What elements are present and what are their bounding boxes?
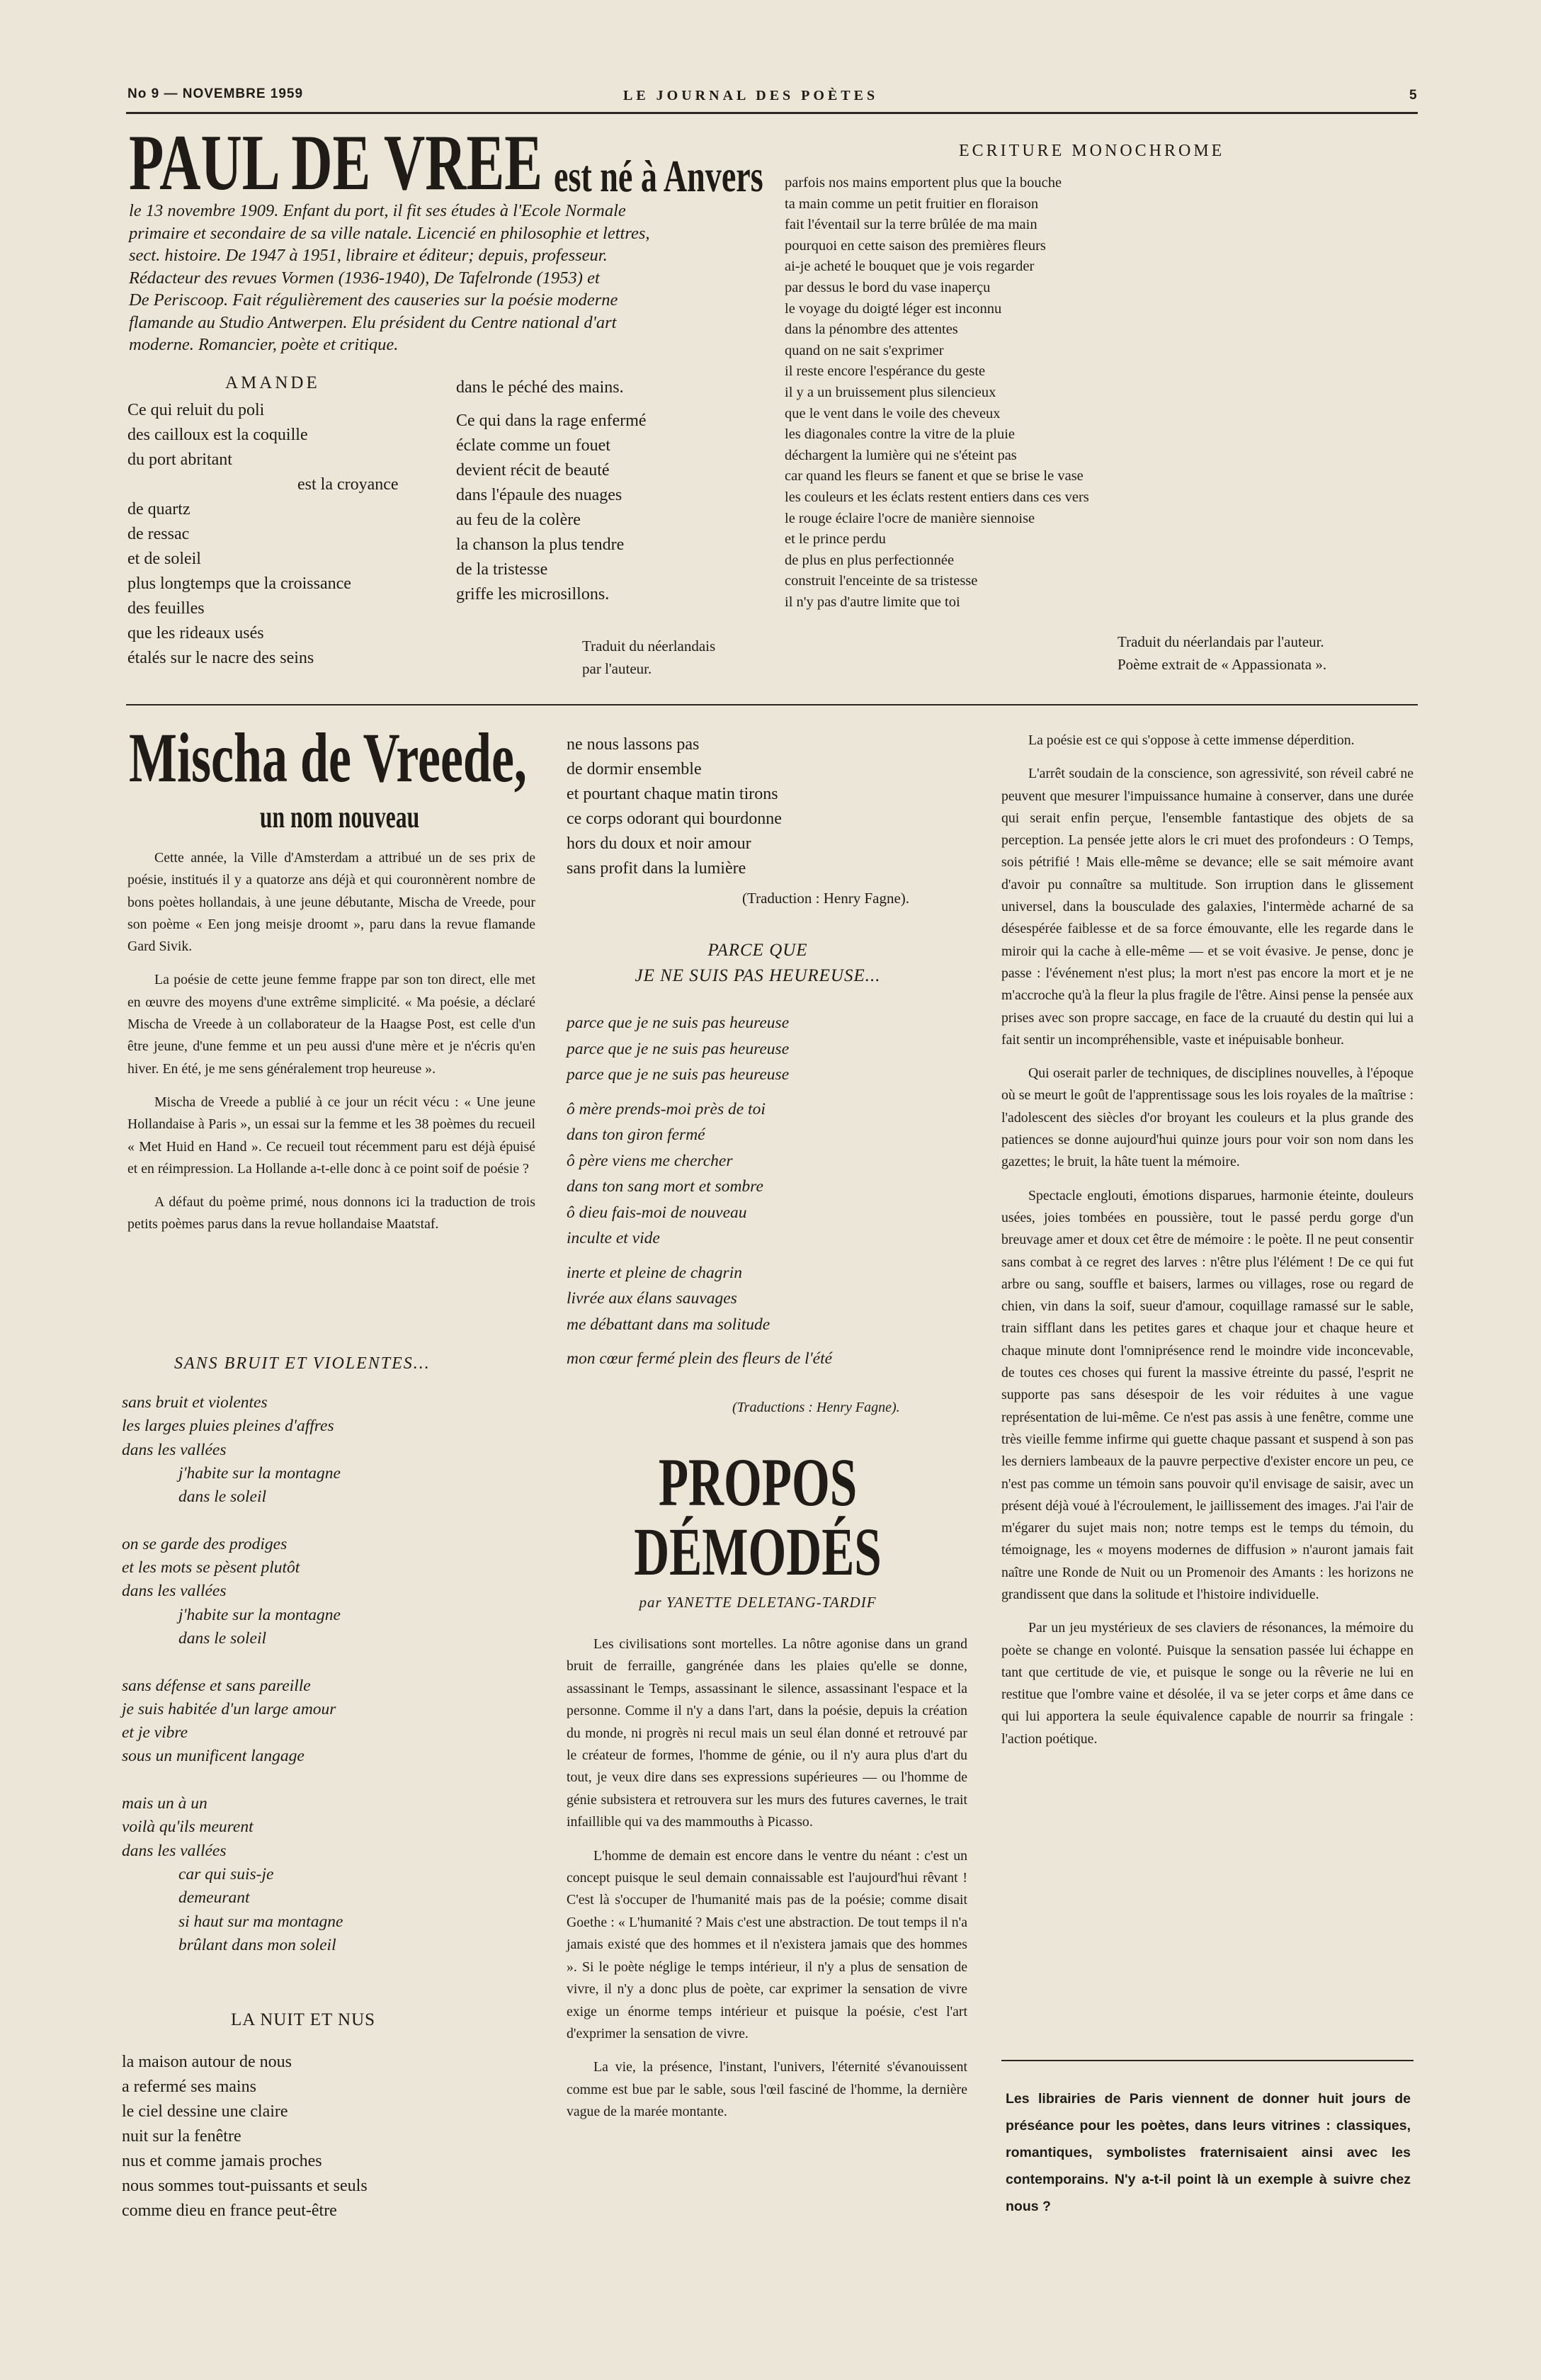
poem1-title: SANS BRUIT ET VIOLENTES... [174,1354,431,1373]
mischa-title: Mischa de Vreede, [129,718,527,797]
poem-line: construit l'enceinte de sa tristesse [785,573,978,589]
poem-line: nous sommes tout-puissants et seuls [122,2177,368,2195]
poem-line: ce corps odorant qui bourdonne [567,810,782,828]
poem-line: ai-je acheté le bouquet que je vois regarder [785,259,1035,275]
poem-line: des feuilles [127,599,205,618]
poem-line: parce que je ne suis pas heureuse [567,1039,790,1058]
poem-line: sous un munificent langage [122,1747,305,1766]
poem-line: et pourtant chaque matin tirons [567,785,778,803]
poem3 [567,1010,832,1372]
poem-line: plus longtemps que la croissance [127,574,351,593]
poem3-title [567,938,949,989]
paragraph: Par un jeu mystérieux de ses claviers de résonances, la mémoire du poète se change en volonté. Puisque la sensation passée lui échappe en tant que certitude de vie, et puisque le songe ou la rêverie ne lui en restitue que l'ombre vaine et désolée, il va se jeter corps et âme dans ce qui lui apportera la seule équivalence capable de nourrir sa fringale : l'action poétique. [1001,1620,1414,1747]
bio-line: flamande au Studio Antwerpen. Elu président du Centre national d'art [129,312,617,332]
amande-col2 [456,375,647,607]
poem-line: dans le soleil [178,1628,267,1648]
translation-credit: (Traduction : Henry Fagne). [742,890,910,907]
poem-line: de dormir ensemble [567,760,702,778]
poem-line: quand on ne sait s'exprimer [785,342,944,358]
poem-line: mais un à un [122,1794,207,1813]
poem-line: dans les vallées [122,1841,227,1860]
poem-line: parce que je ne suis pas heureuse [567,1014,790,1032]
poem-line: par dessus le bord du vase inaperçu [785,279,991,295]
poem2-title: LA NUIT ET NUS [231,2010,376,2029]
poem-line: je suis habitée d'un large amour [122,1699,336,1718]
poem-line: dans l'épaule des nuages [456,486,622,504]
mischa-subtitle-wrap [127,799,552,835]
paragraph: L'homme de demain est encore dans le ventre du néant : c'est un concept puisque le seul demain connaissable est l'aujourd'hui rêvant ! C'est là s'occuper de l'humanité mais pas de la poésie; comme disait Goethe : « L'humanité ? Mais c'est une abstraction. De tout temps il n'a jamais existé que des hommes et il n'existera jamais que des hommes ». Si le poète néglige le temps intérieur, il n'y a plus de sensation de vivre, il n'y a donc plus de poète, car exprimer la sensation de vivre exige un énorme temps intérieur et puisque la poésie, c'est l'art d'exprimer la sensation de vivre. [567,1847,967,2041]
poem-line: sans profit dans la lumière [567,859,746,878]
poem-line: de la tristesse [456,560,548,579]
poem-line: étalés sur le nacre des seins [127,649,314,667]
poem-line: dans ton sang mort et sombre [567,1177,763,1196]
ecriture-title: ECRITURE MONOCHROME [959,142,1225,160]
poem-line: du port abritant [127,450,232,469]
mischa-article [127,847,535,1236]
poem-line: griffe les microsillons. [456,585,610,604]
poem-line: la chanson la plus tendre [456,536,625,554]
bio-line: moderne. Romancier, poète et critique. [129,335,399,354]
section-rule [126,704,1418,706]
poem-line: la maison autour de nous [122,2053,292,2071]
poem-line: Ce qui dans la rage enfermé [456,412,647,430]
paragraph: Qui oserait parler de techniques, de disciplines nouvelles, à l'époque où se meurt le goût de l'apprentissage sous les lois royales de la maîtrise : l'adolescent des siècles d'or broyant les couleurs et la plus grande des patiences se donne aujourd'hui quinze jours pour voir son nom dans les gazettes; le bruit, la hâte tuent la mémoire. [1001,1065,1414,1170]
poem-line: dans la pénombre des attentes [785,322,958,338]
poem-line: au feu de la colère [456,511,581,529]
header-rule [126,112,1418,114]
bio-line: primaire et secondaire de sa ville natale. Licencié en philosophie et lettres, [129,223,650,243]
amande-title: AMANDE [225,373,320,392]
poem-line: brûlant dans mon soleil [178,1935,336,1954]
page-number: 5 [1409,88,1418,103]
credit-line: Traduit du néerlandais [582,638,716,654]
poem-line: hors du doux et noir amour [567,834,751,853]
poem-line: ta main comme un petit fruitier en floraison [785,196,1039,212]
ecriture-credit [1118,630,1326,676]
propos-title-line1: PROPOS [658,1444,858,1520]
poem-line [567,1252,832,1260]
poem-line: parce que je ne suis pas heureuse [567,1065,790,1084]
poem-line: ô père viens me chercher [567,1151,733,1170]
paragraph: Les civilisations sont mortelles. La nôtre agonise dans un grand bruit de ferraille, gangrénée dans les plaies qu'elle se donne, assassinant le Temps, assassinant le silence, assassinant l'espace et la personne. Comme il n'y a dans l'art, dans la poésie, depuis la création du monde, ni progrès ni recul mais un seul élan donné et retrouvé par le créateur de formes, l'homme de génie, ou il n'y aura plus d'art du tout, je veux dire dans ses expressions supérieures — ou l'homme de génie subsistera et retrouvera sur les murs des futures cavernes, le trait infaillible qui va des mammouths à Picasso. [567,1636,967,1830]
paragraph: Cette année, la Ville d'Amsterdam a attribué un de ses prix de poésie, institués il y a quatorze ans déjà et qui couronnèrent nombre de bons poètes hollandais, à une jeune débutante, Mischa de Vreede, pour son poème « Een jong meisje droomt », paru dans la revue flamande Gard Sivik. [127,850,535,955]
poem-line: nus et comme jamais proches [122,2152,322,2170]
propos-title [567,1444,949,1590]
poem-line: il y a un bruissement plus silencieux [785,384,996,400]
poem1 [122,1391,343,1957]
poem-line: ô dieu fais-moi de nouveau [567,1203,747,1222]
issue-date: No 9 — NOVEMBRE 1959 [127,86,304,101]
poem-line: il n'y pas d'autre limite que toi [785,594,960,610]
translations-credit: (Traductions : Henry Fagne). [732,1400,900,1415]
poem-line: livrée aux élans sauvages [567,1289,737,1308]
poem-line: le rouge éclaire l'ocre de manière siennoise [785,510,1035,526]
propos-title-line2: DÉMODÉS [634,1514,882,1590]
poem-line: a refermé ses mains [122,2078,256,2096]
poem-line: devient récit de beauté [456,461,610,480]
poem-line: inerte et pleine de chagrin [567,1263,742,1282]
poem-line: déchargent la lumière qui ne s'éteint pas [785,447,1017,463]
poem-line: parfois nos mains emportent plus que la bouche [785,175,1062,191]
poem-line: inculte et vide [567,1229,660,1247]
poem-line: ô mère prends-moi près de toi [567,1099,766,1118]
poem-line: de plus en plus perfectionnée [785,552,955,568]
poem-line: le ciel dessine une claire [122,2102,288,2121]
vree-bio [129,200,650,356]
mischa-subtitle: un nom nouveau [260,800,420,834]
paragraph: L'arrêt soudain de la conscience, son agressivité, son réveil cabré ne peuvent que mesurer l'impuissance humaine à conserver, dans une durée qui serait enfin perçue, l'ensemble fantastique des objets de sa perception. La pensée jette alors le cri muet des profondeurs : O Temps, sois pétrifié ! Mais elle-même se devance; elle se sait mémoire avant d'avoir pu connaître sa multitude. Son irruption dans le glissement universel, dans la bousculade des galaxies, l'intermède acharné de sa désespérée faiblesse et de sa force émouvante, elle les regarde dans le miroir qui la cache à elle-même — et se voit évasive. Je pense, donc je passe : l'événement n'est plus; la mort n'est pas encore la mort et je ne m'accroche qu'à la fleur la plus fragile de l'être. Ainsi pense la pensée aux prises avec son propre saccage, en face de la cruauté du destin qui lui a fait sentir un incompréhensible, vaste et inépuisable bonheur. [1001,766,1414,1048]
propos-article-right [1001,730,1414,1750]
poem-line: dans le péché des mains. [456,378,624,397]
paragraph: La poésie de cette jeune femme frappe par son ton direct, elle met en œuvre des moyens d'une extrême simplicité. « Ma poésie, a déclaré Mischa de Vreede à un collaborateur de la Haagse Post, est celle d'un être jeune, d'une femme et un peu aussi d'une mère et je n'écris qu'en hiver. En été, je me sens généralement trop heureuse ». [127,972,535,1077]
poem-line: si haut sur ma montagne [178,1912,343,1931]
poem-line: pourquoi en cette saison des premières fleurs [785,237,1046,254]
poem-line: car quand les fleurs se fanent et que se brise le vase [785,468,1084,484]
poem-line [567,1337,832,1346]
poem-line: que les rideaux usés [127,624,264,642]
poem-line: j'habite sur la montagne [178,1605,341,1624]
amande-col1 [127,398,399,671]
poem-line: car qui suis-je [178,1864,274,1883]
bio-line: sect. histoire. De 1947 à 1951, libraire et éditeur; depuis, professeur. [129,246,608,265]
poem-line: les diagonales contre la vitre de la pluie [785,426,1016,443]
poem-line: on se garde des prodiges [122,1534,288,1553]
notice-rule [1001,2060,1414,2061]
journal-title: LE JOURNAL DES POÈTES [623,88,879,103]
poem2 [122,2050,368,2223]
poem-line: dans les vallées [122,1440,227,1459]
poem-line: dans le soleil [178,1488,267,1507]
propos-byline: par YANETTE DELETANG-TARDIF [639,1594,877,1611]
paragraph: Mischa de Vreede a publié à ce jour un récit vécu : « Une jeune Hollandaise à Paris », un essai sur la femme et les 38 poèmes du recueil « Met Huid en Hand ». Ce recueil tout récemment paru est déjà épuisé et en réimpression. La Hollande a-t-elle donc à ce point soif de poésie ? [127,1094,535,1177]
poem-line: de quartz [127,500,191,518]
poem-line [567,1088,832,1096]
poem-line: et je vibre [122,1723,188,1742]
credit-line: par l'auteur. [582,660,652,677]
poem-line: voilà qu'ils meurent [122,1818,254,1837]
poem-line: et de soleil [127,550,201,568]
paragraph: La vie, la présence, l'instant, l'univers, l'éternité s'évanouissent comme est bue par le sable, sous l'œil fasciné de l'homme, la dernière vague de la marée montante. [567,2059,967,2120]
bio-line: le 13 novembre 1909. Enfant du port, il fit ses études à l'Ecole Normale [129,201,626,220]
poem-line: et le prince perdu [785,531,886,548]
paragraph: La poésie est ce qui s'oppose à cette immense déperdition. [1028,732,1355,748]
poem-line: fait l'éventail sur la terre brûlée de ma main [785,217,1037,233]
amande-credit [582,635,715,680]
libraries-notice: Les librairies de Paris viennent de donner huit jours de préséance pour les poètes, dans leurs vitrines : classiques, romantiques, symbolistes fraternisaient ainsi avec les contemporains. N'y a-t-il point là un exemple à suivre chez nous ? [1006,2091,1411,2214]
poem-line: dans ton giron fermé [567,1126,705,1144]
poem-line: comme dieu en france peut-être [122,2202,337,2220]
poem-line: mon cœur fermé plein des fleurs de l'été [567,1349,833,1368]
credit-line: Poème extrait de « Appassionata ». [1118,656,1327,673]
poem-line [122,1509,343,1532]
poem-line: que le vent dans le voile des cheveux [785,405,1001,421]
vree-headline [129,119,554,207]
poem-line: les couleurs et les éclats restent entiers dans ces vers [785,489,1089,505]
poem2-continued [567,732,782,881]
poem-line: et les mots se pèsent plutôt [122,1558,300,1577]
poem-line: éclate comme un fouet [456,436,610,455]
poem-line: Ce qui reluit du poli [127,401,265,419]
poem-line [122,1769,343,1792]
paragraph: A défaut du poème primé, nous donnons ici la traduction de trois petits poèmes parus dans la revue hollandaise Maatstaf. [127,1194,535,1232]
poem-line: sans bruit et violentes [122,1393,268,1412]
poem-line: ne nous lassons pas [567,735,700,754]
poem-line: des cailloux est la coquille [127,426,308,444]
poem-line: est la croyance [297,475,399,494]
title-line: JE NE SUIS PAS HEUREUSE... [635,966,881,985]
poem-line: demeurant [178,1888,250,1908]
poem-line: les larges pluies pleines d'affres [122,1417,334,1436]
propos-article-mid [567,1633,967,2124]
ecriture-poem [785,173,1089,613]
bio-line: De Periscoop. Fait régulièrement des causeries sur la poésie moderne [129,290,618,310]
vree-title-rest: est né à Anvers [554,151,763,201]
poem-line: dans les vallées [122,1582,227,1601]
poem-line: il reste encore l'espérance du geste [785,363,986,380]
bio-line: Rédacteur des revues Vormen (1936-1940), De Tafelronde (1953) et [129,268,600,288]
poem-line: de ressac [127,525,190,543]
credit-line: Traduit du néerlandais par l'auteur. [1118,633,1324,650]
vree-name: PAUL DE VREE [129,119,543,207]
poem-line: j'habite sur la montagne [178,1463,341,1483]
poem-line: sans défense et sans pareille [122,1676,311,1695]
paragraph: Spectacle englouti, émotions disparues, harmonie éteinte, douleurs usées, joies tombées en poussière, tout le passé perdu gorge d'un breuvage amer et doux cet être de mémoire : le poète. Il ne peut consentir sans combat à ce regret des larves : n'être plus l'élément ! De ce qui fut arbre ou sang, souffle et baisers, larmes ou villages, rose ou regard de chien, vin dans la soif, sueur d'amour, coquillage ramassé sur le sable, train sifflant dans les petites gares et chaque jour et chaque heure et chaque minute dont l'omniprésence rend le moindre vide inconcevable, de toutes ces choses qui furent la massive étreinte du passé, l'esprit ne supporte pas sans désespoir de les voir réduites à une vague représentation de lui-même. Ce n'est pas assis à une fenêtre, comme une très vieille femme infirme qui guette chaque passant et suspend à son pas les derniers lambeaux de la pauvre perpective d'exister encore un peu, ce n'est pas comme un témoin sans pouvoir qu'il envisage de saisir, avec un présent déjà voué à l'écroulement, le jaillissement des images. J'ai l'air de m'égarer du sujet mais non; notre temps est le temps du témoin, du témoignage, les « moyens modernes de diffusion » n'auront jamais fait naître une Ronde de Nuit ou un Promenoir des Amants : les horizons ne grandissent que dans la solitude et l'histoire individuelle. [1001,1187,1414,1602]
poem-line: nuit sur la fenêtre [122,2127,241,2146]
poem-line: me débattant dans ma solitude [567,1315,770,1334]
title-line: PARCE QUE [707,941,808,960]
poem-line: le voyage du doigté léger est inconnu [785,300,1002,317]
poem-line [122,1650,343,1674]
